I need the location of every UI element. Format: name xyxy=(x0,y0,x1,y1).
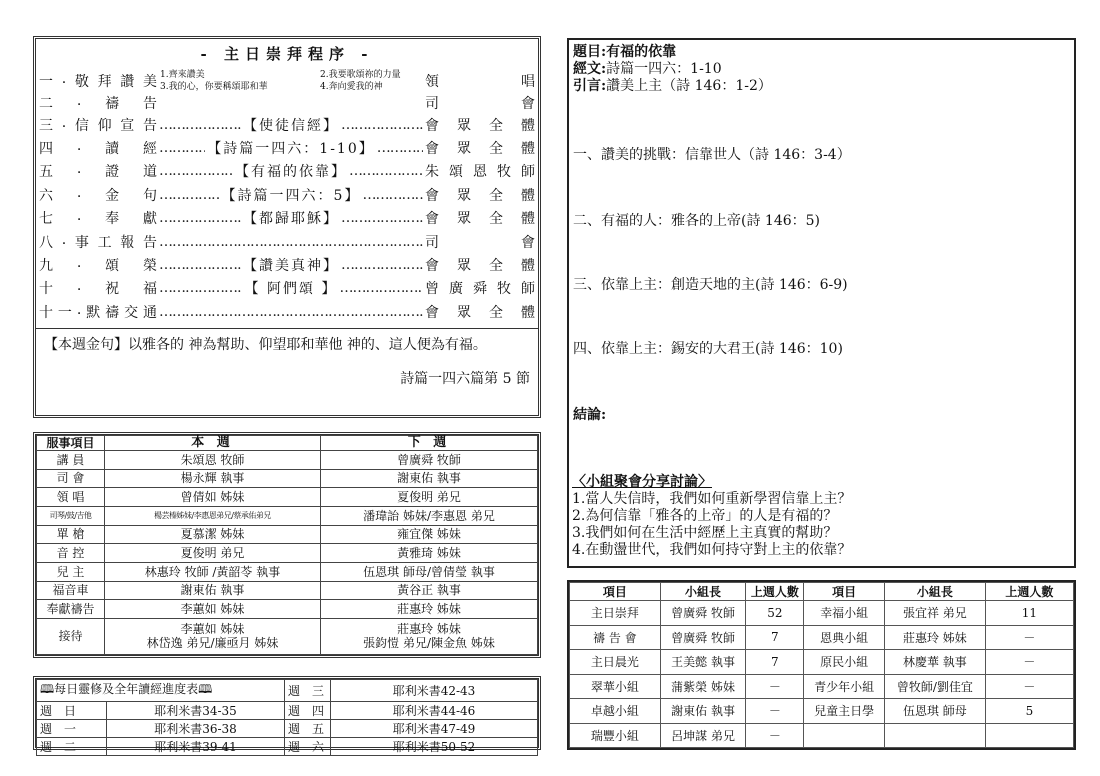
discussion-question: 3.我們如何在生活中經歷上主真實的幫助？ xyxy=(572,525,838,541)
group-cell: 主日晨光 xyxy=(570,650,661,675)
group-cell: 幸福小組 xyxy=(804,601,885,626)
service-next-week: 莊惠玲 姊妹 xyxy=(321,600,538,619)
service-role: 講 員 xyxy=(37,451,105,470)
group-cell: 莊惠玲 姊妹 xyxy=(884,625,985,650)
worship-item xyxy=(36,113,538,136)
worship-item-name: 四 . 讀 經 xyxy=(39,138,157,158)
song-title: 4.奔向愛我的神 xyxy=(320,82,383,92)
conclusion-label: 結論: xyxy=(573,407,607,423)
group-cell xyxy=(804,723,885,748)
worship-item xyxy=(36,160,538,183)
group-cell: 王美懿 執事 xyxy=(660,650,746,675)
group-header: 小組長 xyxy=(884,583,985,601)
sermon-point: 四、依靠上主：錫安的大君王(詩 146：10) xyxy=(573,341,843,357)
group-cell: － xyxy=(985,625,1073,650)
service-this-week: 夏俊明 弟兄 xyxy=(105,544,321,563)
discussion-section xyxy=(572,474,851,559)
service-next-week: 黃谷正 執事 xyxy=(321,581,538,600)
service-next-week: 潘瑋詒 姊妹/李惠恩 弟兄 xyxy=(321,506,538,525)
group-cell: 主日崇拜 xyxy=(570,601,661,626)
service-role: 單 槍 xyxy=(37,525,105,544)
group-cell: 曾牧師/劉佳宜 xyxy=(884,674,985,699)
worship-item xyxy=(36,230,538,253)
group-cell: 52 xyxy=(746,601,804,626)
group-cell: 7 xyxy=(746,625,804,650)
worship-item-content: 【詩篇一四六：5】 xyxy=(221,187,361,204)
worship-item xyxy=(36,93,538,113)
service-row xyxy=(37,544,538,563)
worship-item-name: 七 . 奉 獻 xyxy=(39,208,157,228)
reading-passage: 耶利米書47-49 xyxy=(331,720,538,738)
reading-passage: 耶利米書44-46 xyxy=(331,702,538,720)
sermon-point: 一、讚美的挑戰：信靠世人（詩 146：3-4） xyxy=(573,147,851,163)
service-role: 奉獻禱告 xyxy=(37,600,105,619)
intro-label: 引言: xyxy=(573,78,607,94)
service-next-week: 黃雅琦 姊妹 xyxy=(321,544,538,563)
group-header: 項目 xyxy=(804,583,885,601)
group-cell: 青少年小組 xyxy=(804,674,885,699)
worship-title: - 主日崇拜程序 - xyxy=(200,45,374,63)
group-cell: － xyxy=(985,650,1073,675)
worship-item-content: 【有福的依靠】 xyxy=(235,164,347,181)
worship-item xyxy=(36,300,538,323)
reading-day: 週 六 xyxy=(285,738,331,756)
service-role: 福音車 xyxy=(37,581,105,600)
service-header-this-week: 本 週 xyxy=(105,436,321,451)
worship-item-name: 九 . 頌 榮 xyxy=(39,255,157,275)
group-cell: 5 xyxy=(985,699,1073,724)
book-icon: 🕮 xyxy=(198,682,213,696)
service-this-week: 李蕙如 姊妹 林岱逸 弟兄/廉亟月 姊妹 xyxy=(105,618,321,654)
song-title: 2.我要歌頌祢的力量 xyxy=(320,70,401,80)
group-cell xyxy=(884,723,985,748)
service-roster xyxy=(33,432,541,658)
worship-item-leader: 會 眾 全 體 xyxy=(425,187,535,204)
worship-item-name: 十 一 . 默 禱 交 通 xyxy=(39,301,157,321)
book-icon: 🕮 xyxy=(40,682,55,696)
group-attendance xyxy=(567,580,1076,750)
worship-item-content: 【都歸耶穌】 xyxy=(243,211,339,228)
group-cell: － xyxy=(985,674,1073,699)
group-row xyxy=(570,723,1074,748)
reading-schedule xyxy=(33,676,541,754)
worship-item-leader: 會 眾 全 體 xyxy=(425,258,535,275)
worship-item-leader: 會 眾 全 體 xyxy=(425,141,535,158)
service-row xyxy=(37,581,538,600)
service-role: 司 會 xyxy=(37,469,105,488)
group-row xyxy=(570,601,1074,626)
worship-item-name: 一 . 敬 拜 讚 美 xyxy=(39,71,157,90)
group-cell: － xyxy=(746,723,804,748)
group-row xyxy=(570,674,1074,699)
reading-day: 週 三 xyxy=(285,680,331,702)
verse-label: 【本週金句】 xyxy=(44,336,128,353)
worship-item xyxy=(36,69,538,93)
reading-passage: 耶利米書39-41 xyxy=(107,738,285,756)
reading-passage: 耶利米書42-43 xyxy=(331,680,538,702)
sermon-point: 二、有福的人：雅各的上帝(詩 146：5) xyxy=(573,213,821,229)
worship-item xyxy=(36,136,538,159)
service-next-week: 謝東佑 執事 xyxy=(321,469,538,488)
service-this-week: 楊永輝 執事 xyxy=(105,469,321,488)
group-cell: 原民小組 xyxy=(804,650,885,675)
verse-reference: 詩篇一四六篇第 5 節 xyxy=(400,370,530,387)
worship-order-panel xyxy=(33,36,541,418)
reading-passage: 耶利米書50-52 xyxy=(331,738,538,756)
song-title: 3.我的心，你要稱頌耶和華 xyxy=(160,82,268,92)
service-role: 領 唱 xyxy=(37,488,105,507)
worship-item-content: 【讚美真神】 xyxy=(243,258,339,275)
service-row xyxy=(37,451,538,470)
scripture-label: 經文: xyxy=(573,61,607,77)
service-role: 兒 主 xyxy=(37,562,105,581)
group-cell: 蒲紫榮 姊妹 xyxy=(660,674,746,699)
reading-day: 週 四 xyxy=(285,702,331,720)
group-cell: 林慶華 執事 xyxy=(884,650,985,675)
service-row xyxy=(37,618,538,654)
group-cell: 曾廣舜 牧師 xyxy=(660,625,746,650)
sermon-notes xyxy=(567,38,1076,568)
worship-item-leader: 會 眾 全 體 xyxy=(425,117,535,134)
group-header: 小組長 xyxy=(660,583,746,601)
worship-item-content: 【 阿們頌 】 xyxy=(244,281,338,298)
worship-item-content: 【使徒信經】 xyxy=(243,117,339,134)
sermon-title-label: 題目: xyxy=(573,44,607,60)
service-this-week: 林惠玲 牧師 /黃韶苓 執事 xyxy=(105,562,321,581)
intro-text: 讚美上主（詩 146：1-2） xyxy=(606,78,772,94)
service-this-week: 曾倩如 姊妹 xyxy=(105,488,321,507)
worship-item xyxy=(36,183,538,206)
discussion-title: 〈小組聚會分享討論〉 xyxy=(572,474,712,490)
group-row xyxy=(570,699,1074,724)
group-header: 項目 xyxy=(570,583,661,601)
sermon-title: 有福的依靠 xyxy=(606,44,677,60)
sermon-point: 三、依靠上主：創造天地的主(詩 146：6-9) xyxy=(573,277,848,293)
worship-item xyxy=(36,277,538,300)
reading-passage: 耶利米書36-38 xyxy=(107,720,285,738)
reading-day: 週 五 xyxy=(285,720,331,738)
worship-item-name: 三 . 信 仰 宣 告 xyxy=(39,114,157,134)
service-header-next-week: 下 週 xyxy=(321,436,538,451)
service-row xyxy=(37,562,538,581)
service-role: 司琴/鼓/吉他 xyxy=(37,506,105,525)
group-row xyxy=(570,650,1074,675)
group-cell: 翠華小組 xyxy=(570,674,661,699)
reading-day: 週 一 xyxy=(37,720,107,738)
group-cell: － xyxy=(746,699,804,724)
worship-items xyxy=(36,69,538,324)
service-row xyxy=(37,469,538,488)
reading-day: 週 日 xyxy=(37,702,107,720)
service-next-week: 雍宜傑 姊妹 xyxy=(321,525,538,544)
worship-item-content: 【詩篇一四六：1-10】 xyxy=(207,141,375,158)
song-list xyxy=(160,69,423,93)
service-this-week: 李蕙如 姊妹 xyxy=(105,600,321,619)
group-cell: 伍恩琪 師母 xyxy=(884,699,985,724)
group-cell: 禱 告 會 xyxy=(570,625,661,650)
group-header: 上週人數 xyxy=(985,583,1073,601)
group-cell: 11 xyxy=(985,601,1073,626)
reading-passage: 耶利米書34-35 xyxy=(107,702,285,720)
worship-item-leader: 曾 廣 舜 牧 師 xyxy=(425,281,535,298)
group-cell: 卓越小組 xyxy=(570,699,661,724)
discussion-question: 4.在動盪世代，我們如何持守對上主的依靠？ xyxy=(572,542,852,558)
service-row xyxy=(37,525,538,544)
group-header: 上週人數 xyxy=(746,583,804,601)
worship-item-leader: 司 會 xyxy=(425,234,535,251)
group-cell: 謝東佑 執事 xyxy=(660,699,746,724)
service-next-week: 夏俊明 弟兄 xyxy=(321,488,538,507)
worship-item xyxy=(36,253,538,276)
worship-item-name: 十 . 祝 福 xyxy=(39,278,157,298)
service-this-week: 朱頌恩 牧師 xyxy=(105,451,321,470)
discussion-question: 2.為何信靠「雅各的上帝」的人是有福的？ xyxy=(572,508,838,524)
verse-text: 以雅各的 神為幫助、仰望耶和華他 神的、這人便為有福。 xyxy=(128,336,487,353)
group-cell: 曾廣舜 牧師 xyxy=(660,601,746,626)
scripture-text: 詩篇一四六：1-10 xyxy=(606,61,722,77)
reading-title: 每日靈修及全年讀經進度表 xyxy=(54,682,199,696)
service-row xyxy=(37,600,538,619)
song-title: 1.齊來讚美 xyxy=(160,70,205,80)
worship-item-leader: 司 會 xyxy=(425,96,535,112)
worship-item-name: 六 . 金 句 xyxy=(39,184,157,204)
group-cell: 7 xyxy=(746,650,804,675)
worship-item-leader: 領 唱 xyxy=(425,74,535,90)
service-next-week: 伍恩琪 師母/曾倩瑩 執事 xyxy=(321,562,538,581)
worship-item-name: 八 . 事 工 報 告 xyxy=(39,231,157,251)
service-row xyxy=(37,506,538,525)
group-cell: 張宜祥 弟兄 xyxy=(884,601,985,626)
service-row xyxy=(37,488,538,507)
reading-day: 週 二 xyxy=(37,738,107,756)
service-this-week: 謝東佑 執事 xyxy=(105,581,321,600)
service-this-week: 楊芸榛姊妹/李惠恩弟兄/蔡承佑弟兄 xyxy=(105,506,321,525)
discussion-question: 1.當人失信時，我們如何重新學習信靠上主？ xyxy=(572,491,852,507)
group-cell xyxy=(985,723,1073,748)
service-next-week: 曾廣舜 牧師 xyxy=(321,451,538,470)
group-cell: 恩典小組 xyxy=(804,625,885,650)
worship-item-leader: 朱 頌 恩 牧 師 xyxy=(425,164,535,181)
service-next-week: 莊惠玲 姊妹 張鈞愷 弟兄/陳金魚 姊妹 xyxy=(321,618,538,654)
service-this-week: 夏慕潔 姊妹 xyxy=(105,525,321,544)
service-header-item: 服事項目 xyxy=(37,436,105,451)
group-cell: 瑞豐小組 xyxy=(570,723,661,748)
worship-item-name: 五 . 證 道 xyxy=(39,161,157,181)
reading-title-cell xyxy=(37,680,285,702)
worship-item xyxy=(36,207,538,230)
group-cell: 呂坤謀 弟兄 xyxy=(660,723,746,748)
group-row xyxy=(570,625,1074,650)
group-cell: 兒童主日學 xyxy=(804,699,885,724)
worship-item-leader: 會 眾 全 體 xyxy=(425,211,535,228)
service-role: 接待 xyxy=(37,618,105,654)
group-cell: － xyxy=(746,674,804,699)
worship-item-name: 二 . 禱 告 xyxy=(39,93,157,112)
memory-verse xyxy=(36,329,538,391)
service-role: 音 控 xyxy=(37,544,105,563)
worship-item-leader: 會 眾 全 體 xyxy=(425,304,535,321)
